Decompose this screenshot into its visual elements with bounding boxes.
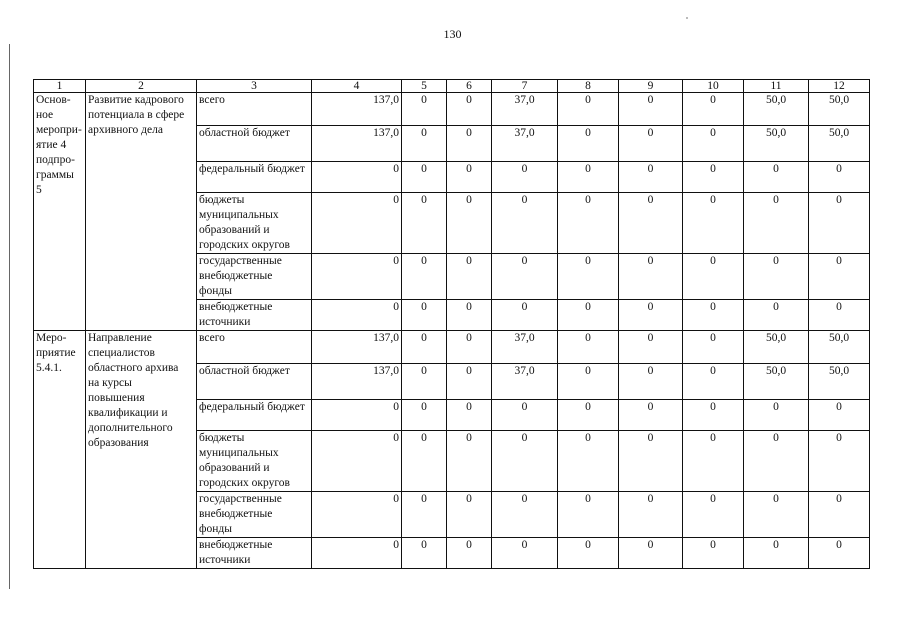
- value-cell: 0: [312, 300, 402, 331]
- event-title-cell: Развитие кадрового потенциала в сфере архивного дела: [86, 93, 197, 331]
- value-cell: 0: [809, 254, 870, 300]
- value-cell: 0: [619, 162, 683, 193]
- value-cell: 0: [558, 162, 619, 193]
- value-cell: 0: [683, 364, 744, 400]
- value-cell: 50,0: [744, 126, 809, 162]
- value-cell: 0: [312, 431, 402, 492]
- value-cell: 0: [447, 538, 492, 569]
- scan-edge-line: [9, 44, 10, 589]
- value-cell: 0: [402, 400, 447, 431]
- column-header: 7: [492, 80, 558, 93]
- value-cell: 37,0: [492, 93, 558, 126]
- header-row: [34, 80, 870, 93]
- funding-source-cell: государственные внебюджетные фонды: [197, 492, 312, 538]
- value-cell: 0: [809, 538, 870, 569]
- value-cell: 0: [402, 300, 447, 331]
- value-cell: 0: [402, 364, 447, 400]
- value-cell: 0: [744, 431, 809, 492]
- value-cell: 0: [683, 492, 744, 538]
- column-header: 1: [34, 80, 86, 93]
- funding-source-cell: бюджеты муниципальных образований и городских округов: [197, 193, 312, 254]
- value-cell: 0: [619, 331, 683, 364]
- value-cell: 0: [492, 162, 558, 193]
- value-cell: 0: [809, 193, 870, 254]
- value-cell: 0: [558, 193, 619, 254]
- value-cell: 50,0: [809, 331, 870, 364]
- value-cell: 37,0: [492, 364, 558, 400]
- funding-source-cell: федеральный бюджет: [197, 162, 312, 193]
- column-header: 12: [809, 80, 870, 93]
- value-cell: 0: [683, 126, 744, 162]
- column-header: 5: [402, 80, 447, 93]
- funding-source-cell: федеральный бюджет: [197, 400, 312, 431]
- value-cell: 0: [809, 431, 870, 492]
- value-cell: 0: [619, 193, 683, 254]
- value-cell: 0: [619, 492, 683, 538]
- value-cell: 0: [447, 431, 492, 492]
- column-header: 9: [619, 80, 683, 93]
- event-code-cell: Меро- приятие 5.4.1.: [34, 331, 86, 569]
- value-cell: 0: [809, 400, 870, 431]
- value-cell: 0: [402, 492, 447, 538]
- value-cell: 0: [312, 162, 402, 193]
- value-cell: 0: [683, 254, 744, 300]
- funding-source-cell: всего: [197, 331, 312, 364]
- value-cell: 0: [683, 538, 744, 569]
- funding-source-cell: областной бюджет: [197, 364, 312, 400]
- value-cell: 0: [744, 492, 809, 538]
- value-cell: 37,0: [492, 126, 558, 162]
- value-cell: 0: [447, 300, 492, 331]
- value-cell: 0: [619, 538, 683, 569]
- value-cell: 0: [683, 400, 744, 431]
- value-cell: 0: [312, 492, 402, 538]
- value-cell: 0: [619, 126, 683, 162]
- column-header: 6: [447, 80, 492, 93]
- value-cell: 0: [447, 331, 492, 364]
- value-cell: 50,0: [744, 93, 809, 126]
- funding-source-cell: бюджеты муниципальных образований и городских округов: [197, 431, 312, 492]
- value-cell: 137,0: [312, 364, 402, 400]
- value-cell: 0: [683, 331, 744, 364]
- value-cell: 0: [447, 126, 492, 162]
- value-cell: 0: [312, 193, 402, 254]
- value-cell: 0: [809, 492, 870, 538]
- value-cell: 0: [558, 492, 619, 538]
- value-cell: 0: [402, 331, 447, 364]
- table-row: [34, 331, 870, 364]
- value-cell: 50,0: [809, 93, 870, 126]
- value-cell: 0: [447, 400, 492, 431]
- value-cell: 0: [744, 254, 809, 300]
- column-header: 8: [558, 80, 619, 93]
- value-cell: 0: [402, 162, 447, 193]
- value-cell: 0: [683, 431, 744, 492]
- value-cell: 0: [809, 300, 870, 331]
- column-header: 3: [197, 80, 312, 93]
- value-cell: 50,0: [809, 126, 870, 162]
- value-cell: 0: [558, 126, 619, 162]
- funding-source-cell: внебюджетные источники: [197, 538, 312, 569]
- value-cell: 0: [683, 300, 744, 331]
- scan-speck: [686, 17, 688, 19]
- column-header: 10: [683, 80, 744, 93]
- value-cell: 0: [447, 162, 492, 193]
- value-cell: 0: [619, 400, 683, 431]
- event-code-cell: Основ- ное меропри- ятие 4 подпро- граммы 5: [34, 93, 86, 331]
- value-cell: 0: [447, 254, 492, 300]
- value-cell: 137,0: [312, 331, 402, 364]
- value-cell: 0: [744, 400, 809, 431]
- value-cell: 0: [312, 254, 402, 300]
- value-cell: 0: [447, 93, 492, 126]
- column-header: 4: [312, 80, 402, 93]
- value-cell: 37,0: [492, 331, 558, 364]
- value-cell: 0: [619, 300, 683, 331]
- value-cell: 0: [619, 431, 683, 492]
- value-cell: 0: [683, 193, 744, 254]
- value-cell: 0: [683, 93, 744, 126]
- value-cell: 50,0: [744, 331, 809, 364]
- value-cell: 0: [402, 431, 447, 492]
- value-cell: 0: [558, 254, 619, 300]
- value-cell: 137,0: [312, 126, 402, 162]
- value-cell: 0: [558, 400, 619, 431]
- value-cell: 0: [558, 364, 619, 400]
- value-cell: 0: [744, 162, 809, 193]
- column-header: 11: [744, 80, 809, 93]
- column-header: 2: [86, 80, 197, 93]
- value-cell: 0: [402, 193, 447, 254]
- value-cell: 0: [619, 93, 683, 126]
- value-cell: 0: [447, 193, 492, 254]
- value-cell: 0: [558, 431, 619, 492]
- value-cell: 0: [683, 162, 744, 193]
- value-cell: 0: [402, 254, 447, 300]
- value-cell: 0: [744, 538, 809, 569]
- value-cell: 0: [492, 300, 558, 331]
- value-cell: 0: [492, 431, 558, 492]
- funding-source-cell: государственные внебюджетные фонды: [197, 254, 312, 300]
- value-cell: 0: [447, 492, 492, 538]
- event-title-cell: Направление специалистов областного архива на курсы повышения квалификации и дополнительного образования: [86, 331, 197, 569]
- value-cell: 0: [402, 538, 447, 569]
- value-cell: 0: [492, 254, 558, 300]
- value-cell: 0: [402, 93, 447, 126]
- page-number: 130: [443, 27, 462, 41]
- table-row: [34, 93, 870, 126]
- funding-source-cell: внебюджетные источники: [197, 300, 312, 331]
- value-cell: 50,0: [744, 364, 809, 400]
- value-cell: 0: [558, 331, 619, 364]
- budget-table: [33, 79, 870, 569]
- value-cell: 0: [744, 300, 809, 331]
- value-cell: 0: [402, 126, 447, 162]
- value-cell: 0: [312, 400, 402, 431]
- value-cell: 0: [558, 93, 619, 126]
- value-cell: 0: [492, 538, 558, 569]
- value-cell: 0: [492, 492, 558, 538]
- value-cell: 50,0: [809, 364, 870, 400]
- value-cell: 0: [558, 300, 619, 331]
- value-cell: 137,0: [312, 93, 402, 126]
- value-cell: 0: [558, 538, 619, 569]
- value-cell: 0: [447, 364, 492, 400]
- value-cell: 0: [744, 193, 809, 254]
- funding-source-cell: всего: [197, 93, 312, 126]
- value-cell: 0: [809, 162, 870, 193]
- funding-source-cell: областной бюджет: [197, 126, 312, 162]
- value-cell: 0: [492, 400, 558, 431]
- value-cell: 0: [619, 254, 683, 300]
- value-cell: 0: [312, 538, 402, 569]
- value-cell: 0: [492, 193, 558, 254]
- value-cell: 0: [619, 364, 683, 400]
